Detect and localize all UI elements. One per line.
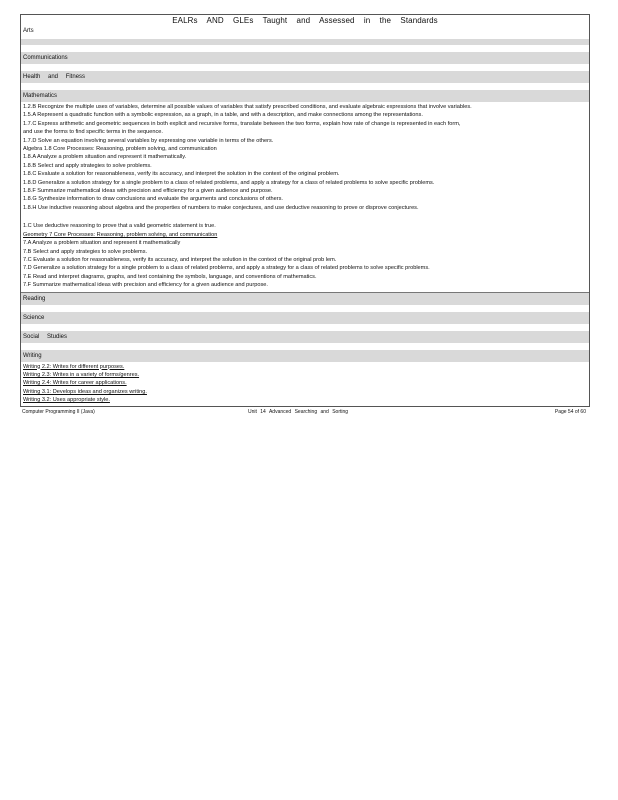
category-science: Science bbox=[21, 312, 589, 324]
writing-link[interactable]: Writing 3.2: Uses appropriate style. bbox=[23, 397, 110, 404]
spacer bbox=[21, 305, 589, 312]
spacer bbox=[21, 343, 589, 350]
spacer bbox=[21, 64, 589, 71]
math-line: 1.7.C Express arithmetic and geometric sequences in both explicit and recursive forms, translate between the two forms, explain how rate of change is represented in each form, bbox=[23, 120, 461, 127]
writing-content bbox=[21, 362, 589, 406]
spacer bbox=[21, 45, 589, 52]
mathematics-content bbox=[21, 102, 589, 292]
geometry-line: 7.A Analyze a problem situation and represent it mathematically bbox=[23, 240, 181, 247]
category-social-studies: Social Studies bbox=[21, 331, 589, 343]
math-line: 1.8.B Select and apply strategies to solve problems. bbox=[23, 162, 152, 169]
footer-course: Computer Programming II (Java) bbox=[22, 408, 95, 415]
category-arts: Arts bbox=[23, 28, 34, 34]
standards-table bbox=[20, 14, 590, 407]
spacer bbox=[21, 83, 589, 90]
category-health-fitness: Health and Fitness bbox=[21, 71, 589, 83]
math-line: 1.8.F Summarize mathematical ideas with precision and efficiency for a given audience and purpose. bbox=[23, 188, 273, 195]
math-line: 1.5.A Represent a quadratic function with a symbolic expression, as a graph, in a table, and with a description, and make connections among the representations. bbox=[23, 112, 423, 119]
footer-page-number: Page 54 of 60 bbox=[554, 408, 586, 415]
blank-line bbox=[23, 212, 587, 222]
writing-link[interactable]: Writing 2.4: Writes for career applications. bbox=[23, 380, 127, 387]
footer-unit: Unit 14 Advanced Searching and Sorting bbox=[248, 408, 349, 415]
math-line: Algebra 1.8 Core Processes: Reasoning, problem solving, and communication bbox=[23, 146, 217, 153]
writing-link[interactable]: Writing 2.2: Writes for different purposes. bbox=[23, 363, 125, 370]
math-line: 1.8.G Synthesize information to draw conclusions and evaluate the arguments and conclusions of others. bbox=[23, 196, 283, 203]
category-mathematics: Mathematics bbox=[21, 90, 589, 102]
spacer bbox=[21, 324, 589, 331]
math-line: 1.8.D Generalize a solution strategy for a single problem to a class of related problems, and apply a strategy for a class of related problems to solve specific problems. bbox=[23, 179, 435, 186]
category-writing: Writing bbox=[21, 350, 589, 362]
geometry-heading: Geometry 7 Core Processes: Reasoning, problem solving, and communication bbox=[23, 231, 218, 238]
geometry-line: 7.D Generalize a solution strategy for a single problem to a class of related problems, and apply a strategy for a class of related problems to solve specific problems. bbox=[23, 265, 430, 272]
math-line: 1.7.D Solve an equation involving several variables by expressing one variable in terms of the others. bbox=[23, 137, 274, 144]
standards-page bbox=[20, 14, 590, 419]
writing-link[interactable]: Writing 2.3: Writes in a variety of forms/genres. bbox=[23, 371, 140, 378]
title-row bbox=[21, 15, 589, 39]
math-line: 1.8.A Analyze a problem situation and represent it mathematically. bbox=[23, 154, 187, 161]
geometry-line: 7.E Read and interpret diagrams, graphs, and text containing the symbols, language, and conventions of mathematics. bbox=[23, 273, 317, 280]
page-footer bbox=[20, 409, 590, 419]
geometry-line: 7.B Select and apply strategies to solve problems. bbox=[23, 248, 148, 255]
geometry-intro: 1.C Use deductive reasoning to prove that a valid geometric statement is true. bbox=[23, 223, 216, 230]
geometry-line: 7.F Summarize mathematical ideas with precision and efficiency for a given audience and purpose. bbox=[23, 282, 268, 289]
math-line: 1.8.H Use inductive reasoning about algebra and the properties of numbers to make conjectures, and use deductive reasoning to prove or disprove conjectures. bbox=[23, 204, 419, 211]
category-reading: Reading bbox=[21, 293, 589, 305]
page-title: EALRs AND GLEs Taught and Assessed in the Standards bbox=[172, 16, 438, 25]
math-line: and use the forms to find specific terms in the sequence. bbox=[23, 129, 163, 136]
geometry-line: 7.C Evaluate a solution for reasonableness, verify its accuracy, and interpret the solution in the context of the original prob lem. bbox=[23, 256, 337, 263]
writing-link[interactable]: Writing 3.1: Develops ideas and organizes writing. bbox=[23, 388, 147, 395]
math-line: 1.2.B Recognize the multiple uses of variables, determine all possible values of variables that satisfy prescribed conditions, and evaluate algebraic expressions that involve variables. bbox=[23, 104, 472, 110]
category-communications: Communications bbox=[21, 52, 589, 64]
math-line: 1.8.C Evaluate a solution for reasonableness, verify its accuracy, and interpret the solution in the context of the original problem. bbox=[23, 171, 340, 178]
